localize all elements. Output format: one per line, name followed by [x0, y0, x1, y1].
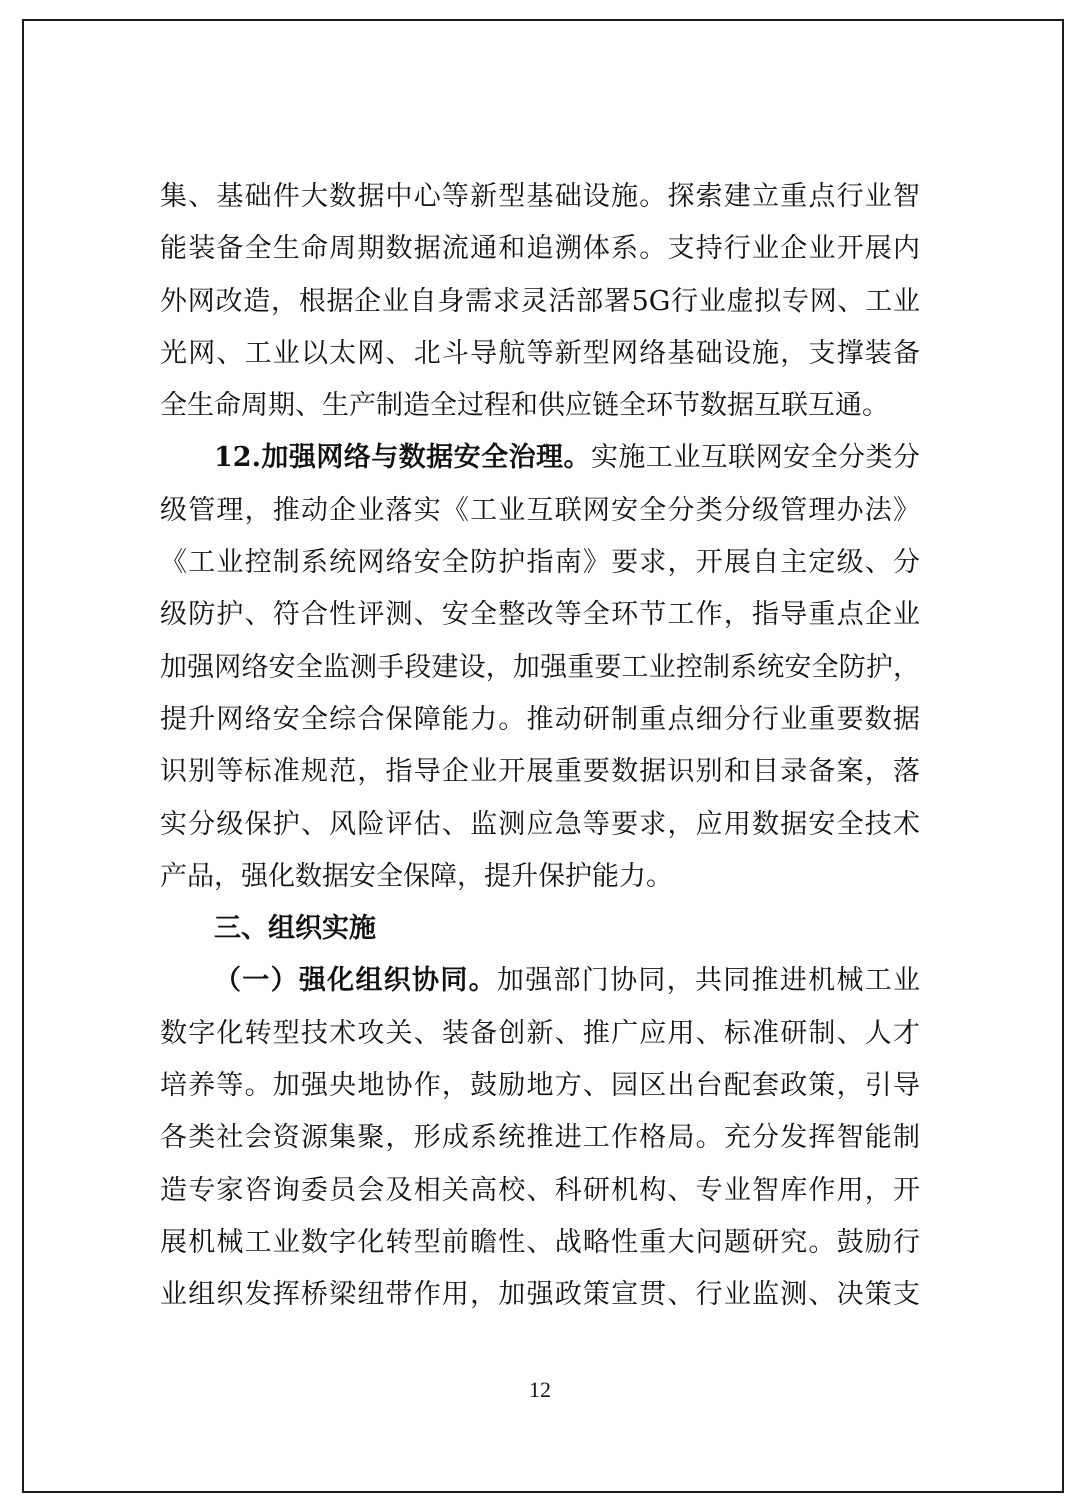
text-line: 提升网络安全综合保障能力。推动研制重点细分行业重要数据 [160, 703, 920, 735]
section-3-1-title: （一）强化组织协同。 [214, 965, 497, 997]
text-line: 集、基础件大数据中心等新型基础设施。探索建立重点行业智 [160, 181, 920, 212]
paragraph-infrastructure [160, 171, 920, 432]
item-12-first-line: 实施工业互联网安全分类分 [590, 442, 920, 474]
text-line: 造专家咨询委员会及相关高校、科研机构、专业智库作用，开 [160, 1174, 920, 1206]
page-number: 12 [529, 1377, 551, 1402]
text-line: 级管理，推动企业落实《工业互联网安全分类分级管理办法》 [160, 494, 920, 526]
section-3-1-first-line: 加强部门协同，共同推进机械工业 [496, 965, 920, 997]
text-line [160, 955, 920, 1007]
text-line: 业组织发挥桥梁纽带作用，加强政策宣贯、行业监测、决策支 [160, 1279, 920, 1311]
item-12-title: 12.加强网络与数据安全治理。 [214, 442, 591, 474]
text-line: 数字化转型技术攻关、装备创新、推广应用、标准研制、人才 [160, 1017, 920, 1049]
text-line: 《工业控制系统网络安全防护指南》要求，开展自主定级、分 [160, 547, 920, 579]
text-line: 全生命周期、生产制造全过程和供应链全环节数据互联互通。 [160, 390, 889, 422]
text-line: 级防护、符合性评测、安全整改等全环节工作，指导重点企业 [160, 599, 920, 631]
text-line: 能装备全生命周期数据流通和追溯体系。支持行业企业开展内 [160, 233, 920, 265]
text-line: 各类社会资源集聚，形成系统推进工作格局。充分发挥智能制 [160, 1122, 920, 1154]
text-line: 外网改造，根据企业自身需求灵活部署5G行业虚拟专网、工业 [160, 285, 920, 317]
section-heading: 三、组织实施 [214, 913, 376, 945]
text-line: 识别等标准规范，指导企业开展重要数据识别和目录备案，落 [160, 756, 920, 788]
paragraph-item-12 [160, 432, 920, 903]
text-line: 展机械工业数字化转型前瞻性、战略性重大问题研究。鼓励行 [160, 1226, 920, 1258]
paragraph-section-3-1 [160, 955, 920, 1321]
text-line: 光网、工业以太网、北斗导航等新型网络基础设施，支撑装备 [160, 337, 920, 369]
text-line: 实分级保护、风险评估、监测应急等要求，应用数据安全技术 [160, 808, 920, 840]
document-body [160, 171, 920, 1322]
text-line: 产品，强化数据安全保障，提升保护能力。 [160, 860, 673, 892]
text-line [160, 432, 920, 484]
text-line: 加强网络安全监测手段建设，加强重要工业控制系统安全防护， [160, 651, 920, 683]
text-line: 培养等。加强央地协作，鼓励地方、园区出台配套政策，引导 [160, 1070, 920, 1102]
